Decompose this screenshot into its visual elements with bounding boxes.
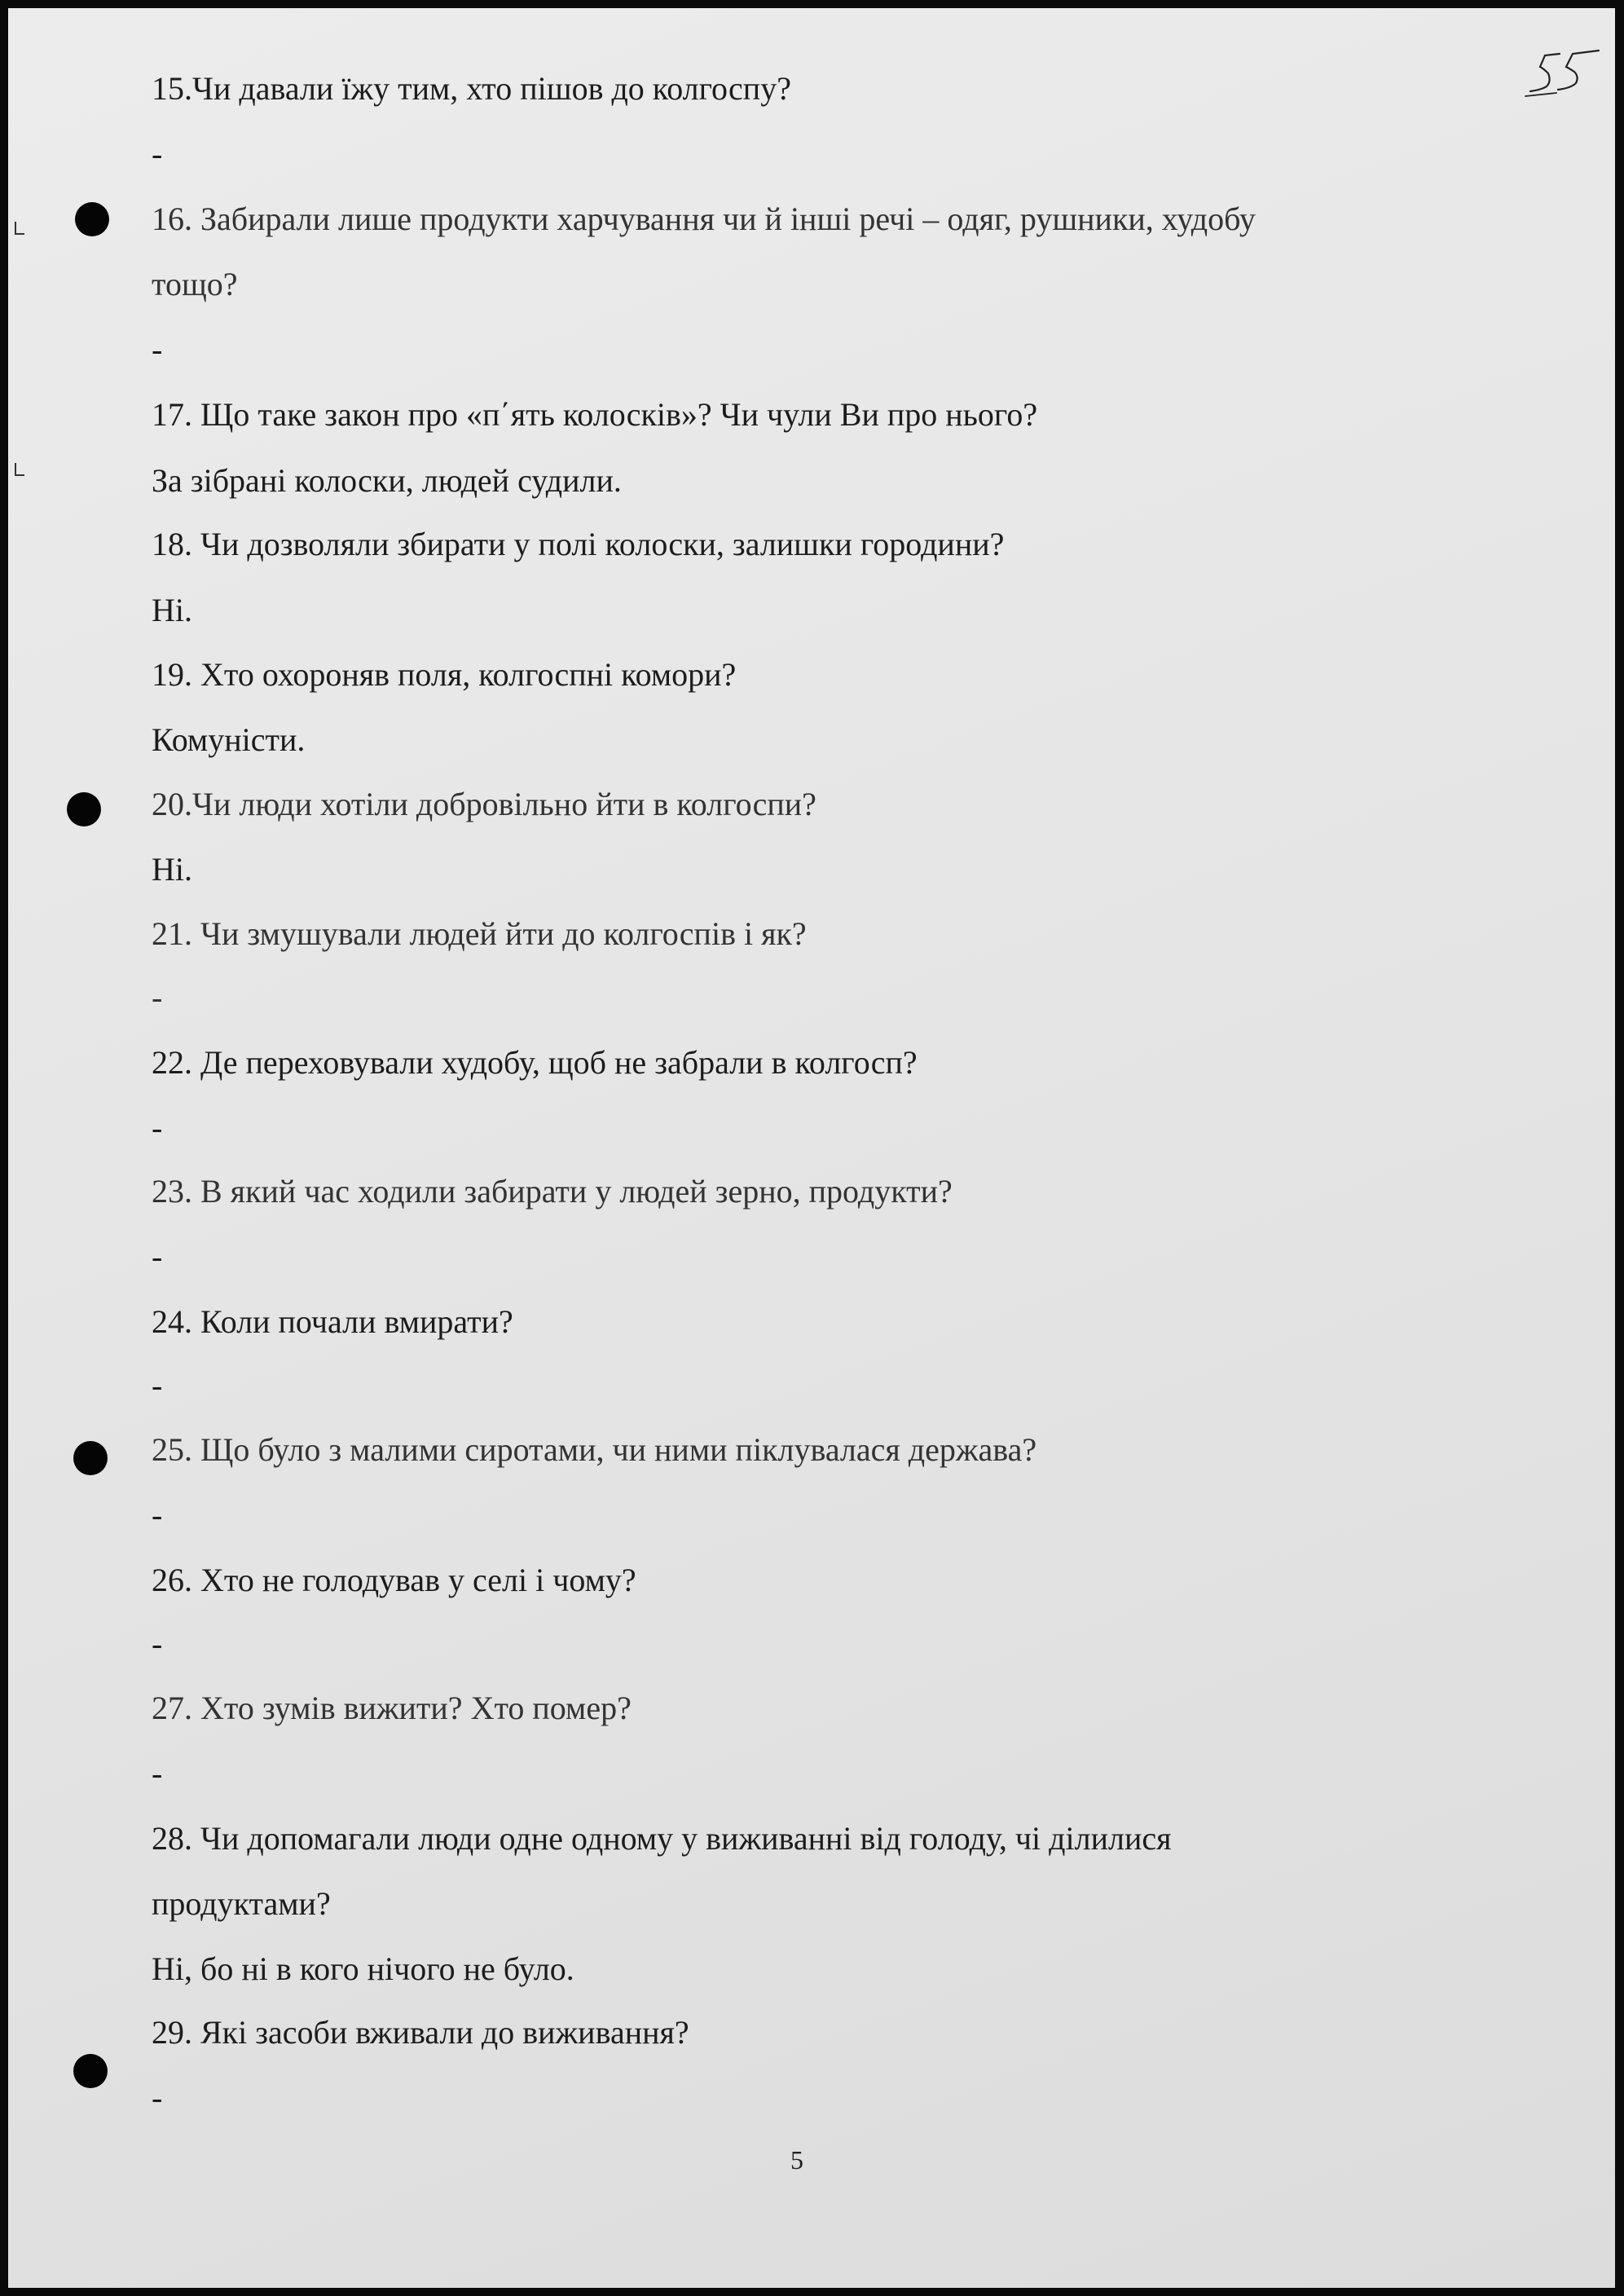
question-18: 18. Чи дозволяли збирати у полі колоски, залишки городини?: [152, 526, 1005, 562]
punch-hole: [73, 2054, 108, 2088]
question-15: 15.Чи давали їжу тим, хто пішов до колгоспу?: [152, 70, 791, 107]
question-21: 21. Чи змушували людей йти до колгоспів і як?: [152, 915, 807, 952]
question-26: 26. Хто не голодував у селі і чому?: [152, 1562, 636, 1598]
document-page: [8, 8, 1615, 2288]
question-28: 28. Чи допомагали люди одне одному у виживанні від голоду, чі ділилися: [152, 1820, 1172, 1857]
answer-20: Ні.: [152, 851, 192, 888]
answer-19: Комуністи.: [152, 721, 306, 758]
answer-15: -: [152, 135, 163, 172]
question-23: 23. В який час ходили забирати у людей зерно, продукти?: [152, 1173, 953, 1210]
question-28-continued: продуктами?: [152, 1885, 331, 1922]
handwritten-archive-number: [1524, 49, 1613, 106]
answer-28: Ні, бо ні в кого нічого не було.: [152, 1950, 574, 1987]
punch-hole: [75, 202, 109, 236]
edge-mark: [15, 222, 24, 235]
edge-mark: [15, 463, 24, 476]
answer-17: За зібрані колоски, людей судили.: [152, 462, 622, 499]
answer-22: -: [152, 1109, 163, 1146]
question-22: 22. Де переховували худобу, щоб не забрали в колгосп?: [152, 1044, 918, 1081]
question-24: 24. Коли почали вмирати?: [152, 1303, 513, 1340]
answer-24: -: [152, 1367, 163, 1404]
question-19: 19. Хто охороняв поля, колгоспні комори?: [152, 656, 737, 693]
question-17: 17. Що таке закон про «п΄ять колосків»? Чи чули Ви про нього?: [152, 396, 1038, 433]
answer-23: -: [152, 1238, 163, 1275]
page-number: 5: [790, 2145, 803, 2175]
question-27: 27. Хто зумів вижити? Хто помер?: [152, 1690, 632, 1726]
question-16: 16. Забирали лише продукти харчування чи й інші речі – одяг, рушники, худобу: [152, 201, 1256, 237]
answer-27: -: [152, 1755, 163, 1791]
question-20: 20.Чи люди хотіли добровільно йти в колгоспи?: [152, 786, 816, 822]
answer-18: Ні.: [152, 592, 192, 628]
question-29: 29. Які засоби вживали до виживання?: [152, 2014, 689, 2051]
answer-21: -: [152, 979, 163, 1016]
punch-hole: [73, 1441, 108, 1475]
punch-hole: [67, 792, 101, 826]
answer-25: -: [152, 1496, 163, 1533]
question-25: 25. Що було з малими сиротами, чи ними піклувалася держава?: [152, 1431, 1037, 1468]
answer-26: -: [152, 1625, 163, 1662]
question-16-continued: тощо?: [152, 266, 238, 302]
answer-16: -: [152, 331, 163, 368]
answer-29: -: [152, 2079, 163, 2116]
